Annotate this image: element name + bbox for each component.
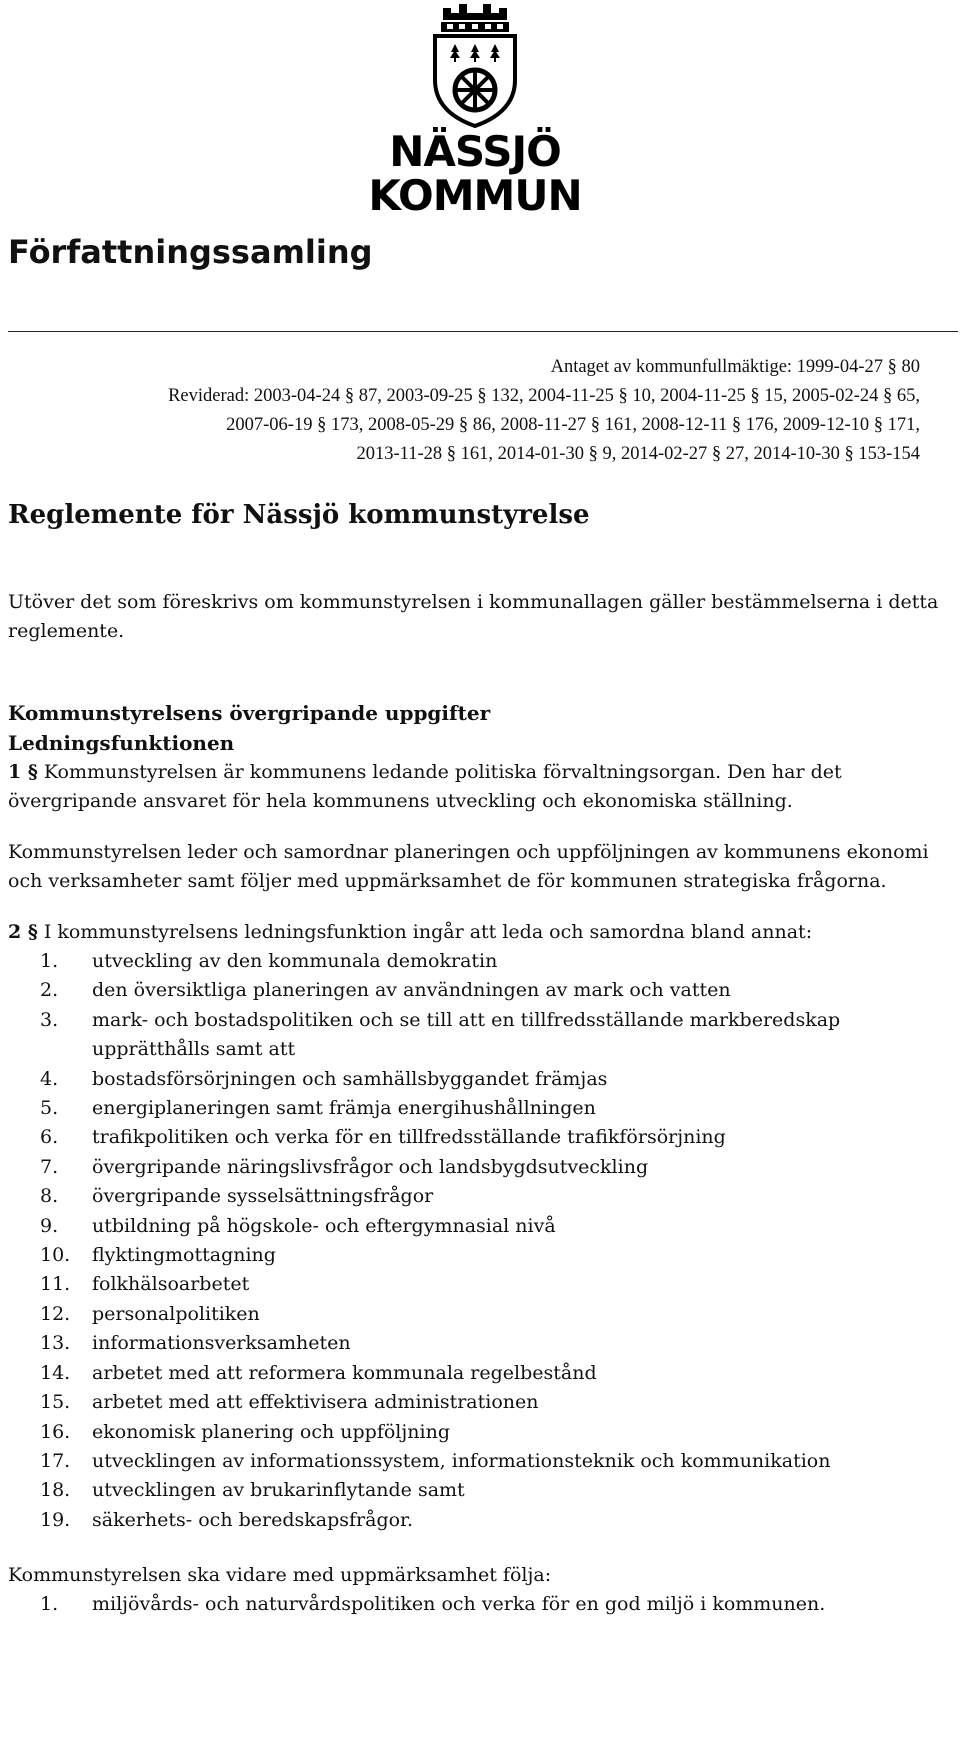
list-item-number: 6. xyxy=(40,1126,59,1149)
revised-line: Reviderad: 2003-04-24 § 87, 2003-09-25 § 132, 2004-11-25 § 10, 2004-11-25 § 15, 2005-02-24 § 65, xyxy=(168,386,920,406)
municipality-logo xyxy=(300,0,650,220)
list-item xyxy=(8,1329,948,1358)
list-item-number: 12. xyxy=(40,1302,71,1325)
paragraph-4: Kommunstyrelsen ska vidare med uppmärksamhet följa: xyxy=(8,1564,552,1587)
list-item xyxy=(8,1123,948,1152)
paragraph-text: Kommunstyrelsen är kommunens ledande politiska förvaltningsorgan. Den har det övergripande ansvaret för hela kommunens utveckling och ekonomiska ställning. xyxy=(8,761,842,812)
revised-line: 2007-06-19 § 173, 2008-05-29 § 86, 2008-11-27 § 161, 2008-12-11 § 176, 2009-12-10 § 171, xyxy=(226,415,920,435)
list-item-number: 11. xyxy=(40,1273,71,1296)
list-item xyxy=(8,1182,948,1211)
list-item-number: 17. xyxy=(40,1449,71,1472)
list-item-text: övergripande sysselsättningsfrågor xyxy=(92,1185,434,1208)
list-item xyxy=(8,1153,948,1182)
list-item-text: utbildning på högskole- och eftergymnasial nivå xyxy=(92,1214,556,1237)
paragraph-number: 2 § xyxy=(8,921,38,943)
list-item-text: utvecklingen av brukarinflytande samt xyxy=(92,1479,465,1502)
document-body xyxy=(8,588,948,1620)
list-item xyxy=(8,1065,948,1094)
list-item xyxy=(8,1447,948,1476)
list-item-text: utvecklingen av informationssystem, informationsteknik och kommunikation xyxy=(92,1449,831,1472)
list-item xyxy=(8,1212,948,1241)
paragraph-2: Kommunstyrelsen leder och samordnar planeringen och uppföljningen av kommunens ekonomi och verksamheter samt följer med uppmärksamhet de för kommunen strategiska frågorna. xyxy=(8,841,929,892)
list-item-text: flyktingmottagning xyxy=(92,1244,276,1267)
revised-line: 2013-11-28 § 161, 2014-01-30 § 9, 2014-02-27 § 27, 2014-10-30 § 153-154 xyxy=(356,444,920,464)
list-item-number: 14. xyxy=(40,1361,71,1384)
list-item-text: ekonomisk planering och uppföljning xyxy=(92,1420,450,1443)
list-item-number: 7. xyxy=(40,1155,59,1178)
list-item-number: 1. xyxy=(40,950,59,972)
coat-of-arms-icon xyxy=(425,0,525,128)
list-item-text: arbetet med att effektivisera administrationen xyxy=(92,1391,539,1414)
list-item-number: 2. xyxy=(40,979,59,1002)
document-title: Reglemente för Nässjö kommunstyrelse xyxy=(8,500,590,530)
list-item-text: mark- och bostadspolitiken och se till att en tillfredsställande markberedskap upprätthålls samt att xyxy=(92,1008,841,1061)
list-item-number: 10. xyxy=(40,1244,71,1267)
list-item-number: 19. xyxy=(40,1508,71,1531)
list-item-text: bostadsförsörjningen och samhällsbyggandet främjas xyxy=(92,1067,608,1090)
list-item-text: trafikpolitiken och verka för en tillfredsställande trafikförsörjning xyxy=(92,1126,726,1149)
list-item xyxy=(8,947,948,976)
list-item-number: 8. xyxy=(40,1185,59,1208)
list-item-number: 4. xyxy=(40,1067,59,1090)
list-item xyxy=(8,1590,948,1619)
list-item-text: folkhälsoarbetet xyxy=(92,1273,250,1296)
list-item-text: arbetet med att reformera kommunala regelbestånd xyxy=(92,1361,597,1384)
revision-info xyxy=(168,353,920,469)
list-item-number: 16. xyxy=(40,1420,71,1443)
list-item xyxy=(8,1476,948,1505)
list-item xyxy=(8,1388,948,1417)
subsection-heading: Ledningsfunktionen xyxy=(8,731,235,755)
page-title: Författningssamling xyxy=(8,233,373,271)
list-item-number: 3. xyxy=(40,1008,59,1031)
header-divider xyxy=(8,331,958,332)
list-item-text: säkerhets- och beredskapsfrågor. xyxy=(92,1508,414,1531)
list-item-text: den översiktliga planeringen av användningen av mark och vatten xyxy=(92,979,731,1002)
list-item-text: utveckling av den kommunala demokratin xyxy=(92,950,498,972)
list-item xyxy=(8,1094,948,1123)
monitoring-list xyxy=(8,1590,948,1619)
list-item xyxy=(8,1418,948,1447)
list-item xyxy=(8,1506,948,1535)
list-item-number: 13. xyxy=(40,1332,71,1355)
paragraph-3 xyxy=(8,918,948,947)
list-item-text: energiplaneringen samt främja energihushållningen xyxy=(92,1097,596,1120)
list-item-number: 18. xyxy=(40,1479,71,1502)
list-item-text: övergripande näringslivsfrågor och landsbygdsutveckling xyxy=(92,1155,649,1178)
section-heading: Kommunstyrelsens övergripande uppgifter xyxy=(8,701,491,725)
paragraph-1 xyxy=(8,758,948,816)
intro-paragraph: Utöver det som föreskrivs om kommunstyrelsen i kommunallagen gäller bestämmelserna i detta reglemente. xyxy=(8,591,939,642)
list-item-text: informationsverksamheten xyxy=(92,1332,351,1355)
duties-list xyxy=(8,947,948,1535)
list-item xyxy=(8,1006,948,1065)
list-item-number: 5. xyxy=(40,1097,59,1120)
list-item-number: 9. xyxy=(40,1214,59,1237)
adopted-line: Antaget av kommunfullmäktige: 1999-04-27 § 80 xyxy=(550,357,920,377)
list-item xyxy=(8,976,948,1005)
list-item-text: miljövårds- och naturvårdspolitiken och verka för en god miljö i kommunen. xyxy=(92,1593,826,1616)
logo-wordmark: NÄSSJÖ KOMMUN xyxy=(368,127,582,220)
list-item-number: 15. xyxy=(40,1391,71,1414)
list-item xyxy=(8,1241,948,1270)
paragraph-number: 1 § xyxy=(8,761,38,783)
list-item xyxy=(8,1270,948,1299)
list-item xyxy=(8,1300,948,1329)
list-item xyxy=(8,1359,948,1388)
list-item-text: personalpolitiken xyxy=(92,1302,260,1325)
list-item-number: 1. xyxy=(40,1593,59,1616)
paragraph-text: I kommunstyrelsens ledningsfunktion ingår att leda och samordna bland annat: xyxy=(43,921,813,943)
